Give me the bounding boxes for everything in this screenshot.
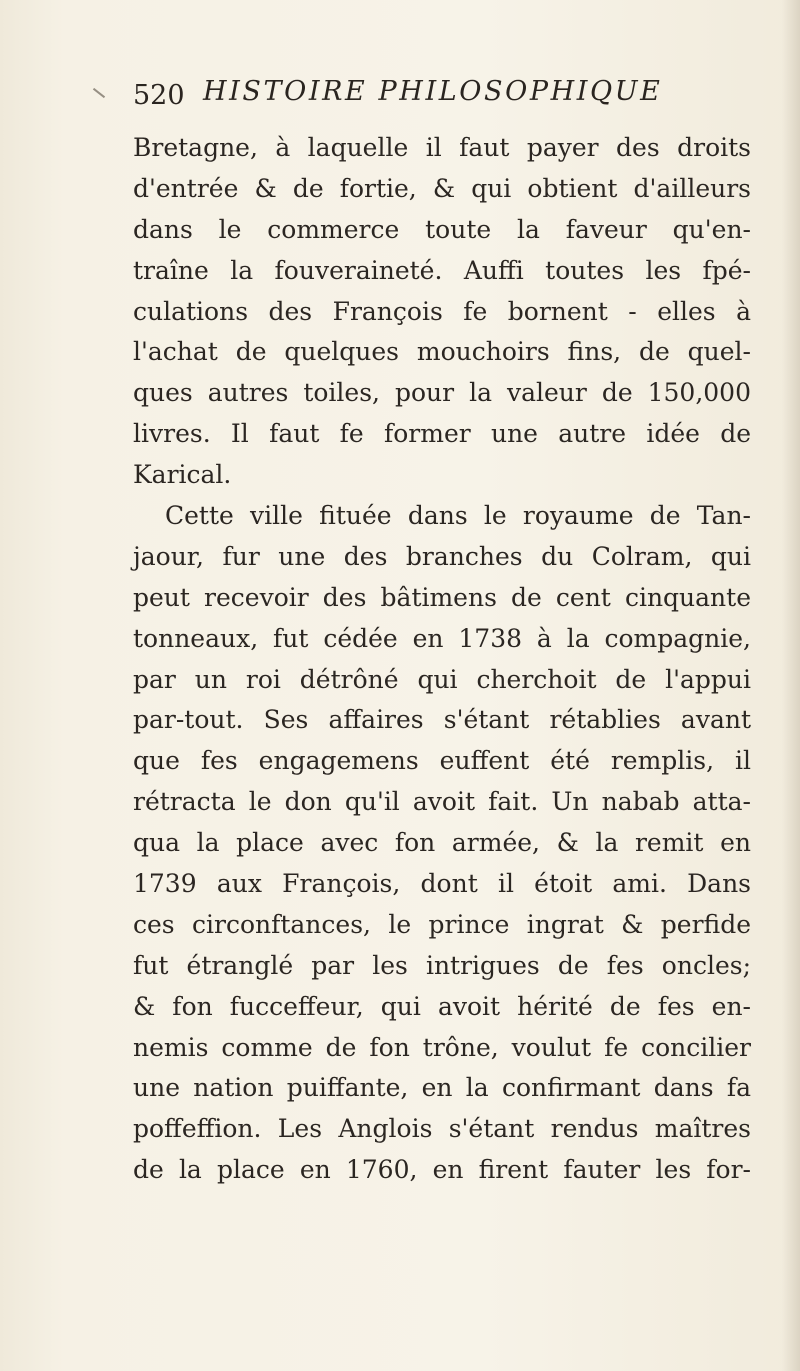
body-text bbox=[133, 128, 751, 1191]
running-title: HISTOIRE PHILOSOPHIQUE bbox=[203, 76, 663, 107]
text-line: dans le commerce toute la faveur qu'en- bbox=[133, 214, 751, 244]
text-line: l'achat de quelques mouchoirs fins, de quel- bbox=[133, 337, 751, 367]
text-line: d'entrée & de fortie, & qui obtient d'ailleurs bbox=[133, 173, 751, 203]
page-edge-shadow bbox=[782, 0, 800, 1371]
text-line: 1739 aux François, dont il étoit ami. Dans bbox=[133, 869, 751, 899]
text-line: culations des François fe bornent - elles à bbox=[133, 296, 751, 326]
text-line: par un roi détrôné qui cherchoit de l'appui bbox=[133, 664, 751, 694]
text-line: livres. Il faut fe former une autre idée de bbox=[133, 419, 751, 449]
text-line: & fon fucceffeur, qui avoit hérité de fes en- bbox=[133, 991, 751, 1021]
text-line: qua la place avec fon armée, & la remit en bbox=[133, 828, 751, 858]
text-line: nemis comme de fon trône, voulut fe concilier bbox=[133, 1032, 751, 1062]
text-line: jaour, fur une des branches du Colram, qui bbox=[133, 541, 751, 571]
page-number: 520 bbox=[133, 80, 185, 111]
text-line: Karical. bbox=[133, 460, 232, 490]
text-line: que fes engagemens euffent été remplis, il bbox=[133, 746, 751, 776]
ink-mark bbox=[93, 88, 105, 98]
text-line: traîne la fouveraineté. Auffi toutes les fpé- bbox=[133, 255, 751, 285]
text-line: peut recevoir des bâtimens de cent cinquante bbox=[133, 582, 751, 612]
text-line: tonneaux, fut cédée en 1738 à la compagnie, bbox=[133, 623, 751, 653]
text-line: ques autres toiles, pour la valeur de 150,000 bbox=[133, 378, 751, 408]
text-line: fut étranglé par les intrigues de fes oncles; bbox=[133, 950, 751, 980]
text-line: rétracta le don qu'il avoit fait. Un nabab atta- bbox=[133, 787, 751, 817]
text-line: de la place en 1760, en firent fauter les for- bbox=[133, 1155, 751, 1185]
paragraph-start-line: Cette ville fituée dans le royaume de Tan- bbox=[165, 501, 751, 531]
text-line: ces circonftances, le prince ingrat & perfide bbox=[133, 909, 751, 939]
text-line: poffeffion. Les Anglois s'étant rendus maîtres bbox=[133, 1114, 751, 1144]
text-line: une nation puiffante, en la confirmant dans fa bbox=[133, 1073, 751, 1103]
text-line: par-tout. Ses affaires s'étant rétablies avant bbox=[133, 705, 751, 735]
text-line: Bretagne, à laquelle il faut payer des droits bbox=[133, 133, 751, 162]
page-header bbox=[133, 76, 733, 120]
